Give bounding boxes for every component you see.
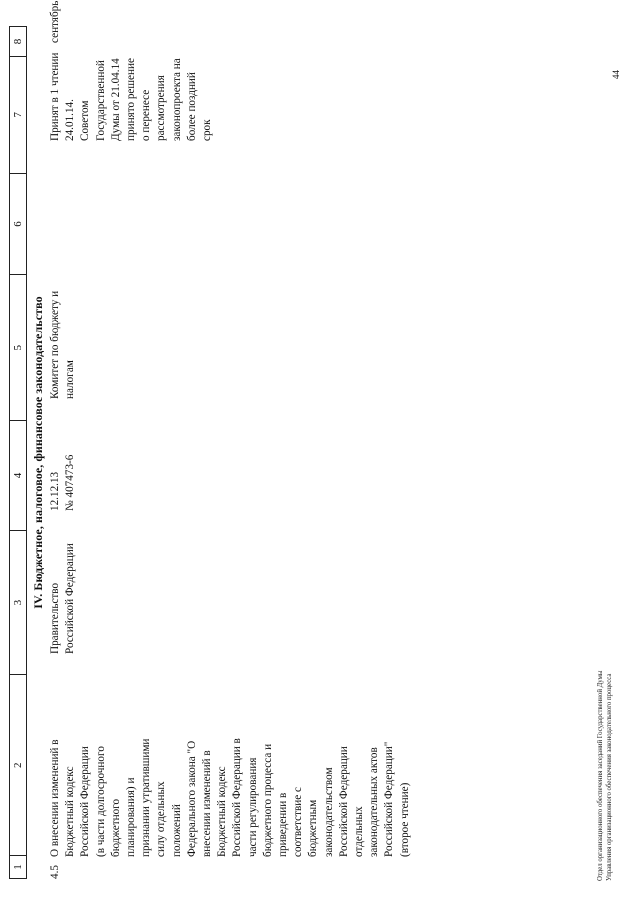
header-col-1: 1 xyxy=(12,864,24,870)
header-col-2: 2 xyxy=(10,675,26,856)
header-col-4: 4 xyxy=(10,421,26,531)
status-note: Принят в 1 чтении 24.01.14. Советом Государственной Думы от 21.04.14 принято решение о перенесе рассмотрения законопроекта на более поздний срок xyxy=(49,52,214,141)
header-col-6: 6 xyxy=(10,174,26,276)
footer-line-2: Управления организационного обеспечения законодательного процесса xyxy=(606,673,613,881)
date-and-number: 12.12.13 № 407473-6 xyxy=(49,454,77,511)
header-col-3: 3 xyxy=(10,531,26,676)
table-header-row xyxy=(9,26,27,879)
section-title: IV. Бюджетное, налоговое, финансовое законодательство xyxy=(31,296,45,609)
responsible-committee: Комитет по бюджету и налогам xyxy=(49,290,77,399)
footer xyxy=(596,671,614,881)
header-col-5: 5 xyxy=(10,275,26,421)
bill-title: О внесении изменений в Бюджетный кодекс Российской Федерации (в части долгосрочного бюджетного планирования) и признании утратившими силу отдельных положений Федерального закона "О внесении изменений в Бюджетный кодекс Российской Федерации в части регулирования бюджетного процесса и приведении в соответствие с бюджетным законодательством Российской Федерации отдельных законодательных актов Российской Федерации" (второе чтение) xyxy=(49,738,411,857)
planned-month: сентябрь xyxy=(49,0,61,43)
page-number: 44 xyxy=(611,70,621,79)
header-col-7: 7 xyxy=(10,57,26,174)
footer-line-1: Отдел организационного обеспечения заседаний Государственной Думы xyxy=(597,670,604,881)
row-number: 4.5 xyxy=(49,865,61,879)
header-col-8: 8 xyxy=(10,27,26,57)
initiator: Правительство Российской Федерации xyxy=(49,543,77,654)
